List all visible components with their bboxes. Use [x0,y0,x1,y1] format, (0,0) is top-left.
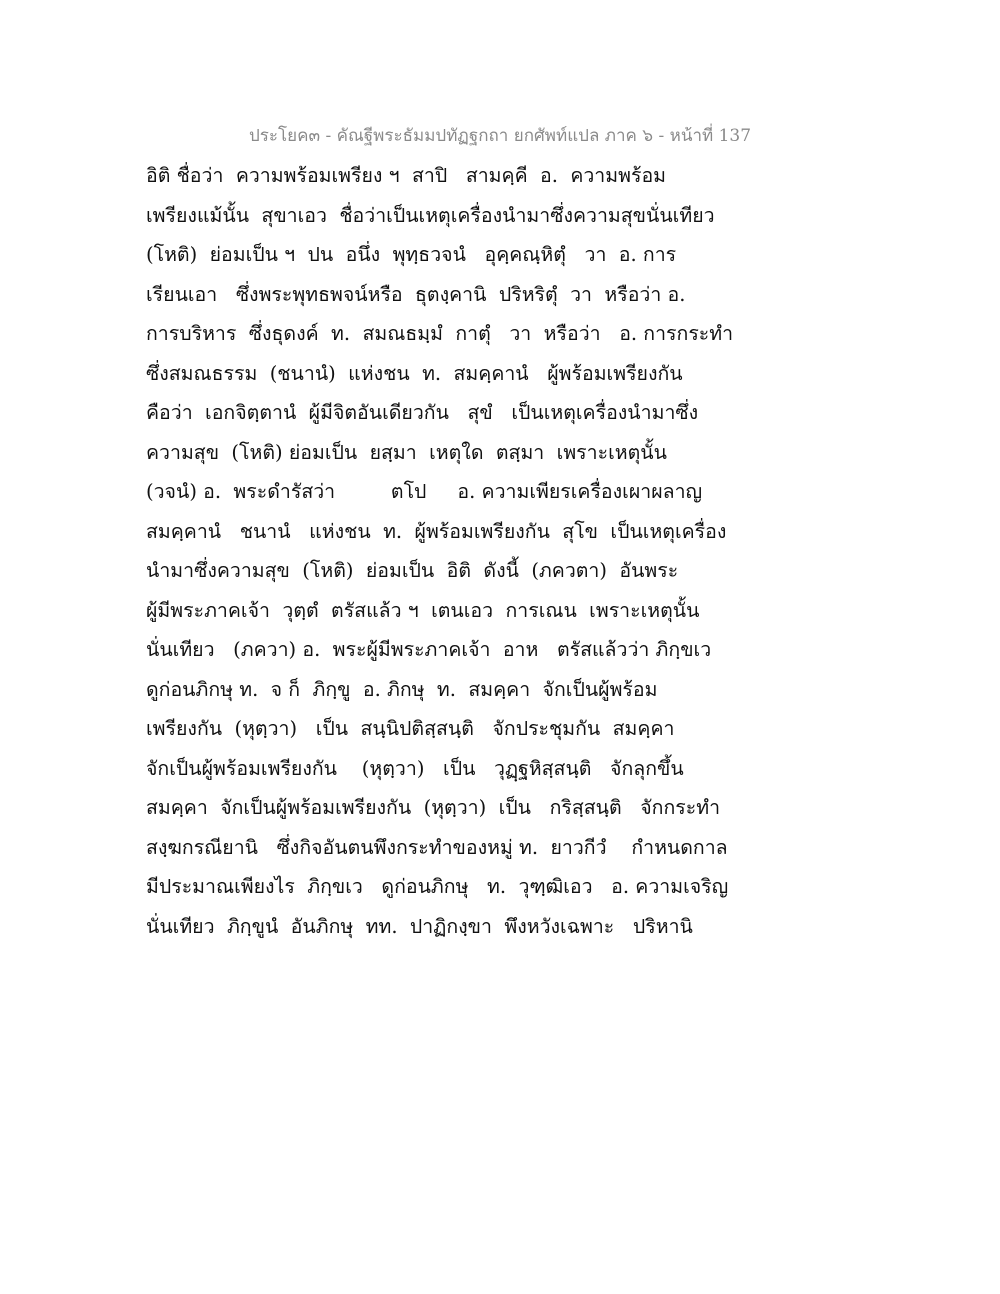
text-line: จักเป็นผู้พร้อมเพรียงกัน (หุตฺวา) เป็น วุฏฺฐหิสฺสนฺติ จักลุกขึ้น [146,756,684,780]
text-line: มีประมาณเพียงไร ภิกฺขเว ดูก่อนภิกษุ ท. วุฑฺฒิเอว อ. ความเจริญ [146,875,729,898]
text-line: สมคฺคานํ ชนานํ แห่งชน ท. ผู้พร้อมเพรียงกัน สุโข เป็นเหตุเครื่อง [146,519,727,543]
text-line: สงฺฆกรณียานิ ซึ่งกิจอันตนพึงกระทำของหมู่ ท. ยาวกีวํ กำหนดกาล [146,835,728,859]
text-line: ซึ่งสมณธรรม (ชนานํ) แห่งชน ท. สมคฺคานํ ผู้พร้อมเพรียงกัน [146,361,683,385]
text-line: เพรียงแม้นั้น สุขาเอว ชื่อว่าเป็นเหตุเครื่องนำมาซึ่งความสุขนั่นเทียว [146,203,715,227]
text-line: การบริหาร ซึ่งธุดงค์ ท. สมณธมฺมํ กาตุํ วา หรือว่า อ. การกระทำ [146,322,734,345]
text-line: (โหติ) ย่อมเป็น ฯ ปน อนึ่ง พุทฺธวจนํ อุคฺคณฺหิตุํ วา อ. การ [146,243,677,266]
text-line: ดูก่อนภิกษุ ท. จ ก็ ภิกฺขู อ. ภิกษุ ท. สมคฺคา จักเป็นผู้พร้อม [146,677,658,701]
text-line: นั่นเทียว ภิกฺขูนํ อันภิกษุ ทท. ปาฏิกงฺขา พึงหวังเฉพาะ ปริหานิ [146,914,693,938]
text-line: (วจนํ) อ. พระดำรัสว่า ตโป อ. ความเพียรเครื่องเผาผลาญ [146,480,703,503]
body-text [146,156,746,946]
running-header: ประโยค๓ - คัณฐีพระธัมมปทัฏฐกถา ยกศัพท์แปล ภาค ๖ - หน้าที่ 137 [248,126,752,146]
text-line: เรียนเอา ซึ่งพระพุทธพจน์หรือ ธุตงฺคานิ ปริหริตุํ วา หรือว่า อ. [146,282,686,306]
text-line: นำมาซึ่งความสุข (โหติ) ย่อมเป็น อิติ ดังนี้ (ภควตา) อันพระ [146,559,679,582]
text-line: คือว่า เอกจิตฺตานํ ผู้มีจิตอันเดียวกัน สุขํ เป็นเหตุเครื่องนำมาซึ่ง [146,401,699,424]
text-line: เพรียงกัน (หุตฺวา) เป็น สนฺนิปติสฺสนฺติ จักประชุมกัน สมคฺคา [146,717,675,740]
text-line: สมคฺคา จักเป็นผู้พร้อมเพรียงกัน (หุตฺวา) เป็น กริสฺสนฺติ จักกระทำ [146,796,721,819]
text-line: ความสุข (โหติ) ย่อมเป็น ยสฺมา เหตุใด ตสฺมา เพราะเหตุนั้น [146,440,667,464]
text-line: นั่นเทียว (ภควา) อ. พระผู้มีพระภาคเจ้า อาห ตรัสแล้วว่า ภิกฺขเว [146,638,712,661]
text-line: ผู้มีพระภาคเจ้า วุตฺตํ ตรัสแล้ว ฯ เตนเอว การเณน เพราะเหตุนั้น [146,598,700,622]
text-line: อิติ ชื่อว่า ความพร้อมเพรียง ฯ สาปิ สามคฺคี อ. ความพร้อม [146,164,667,187]
